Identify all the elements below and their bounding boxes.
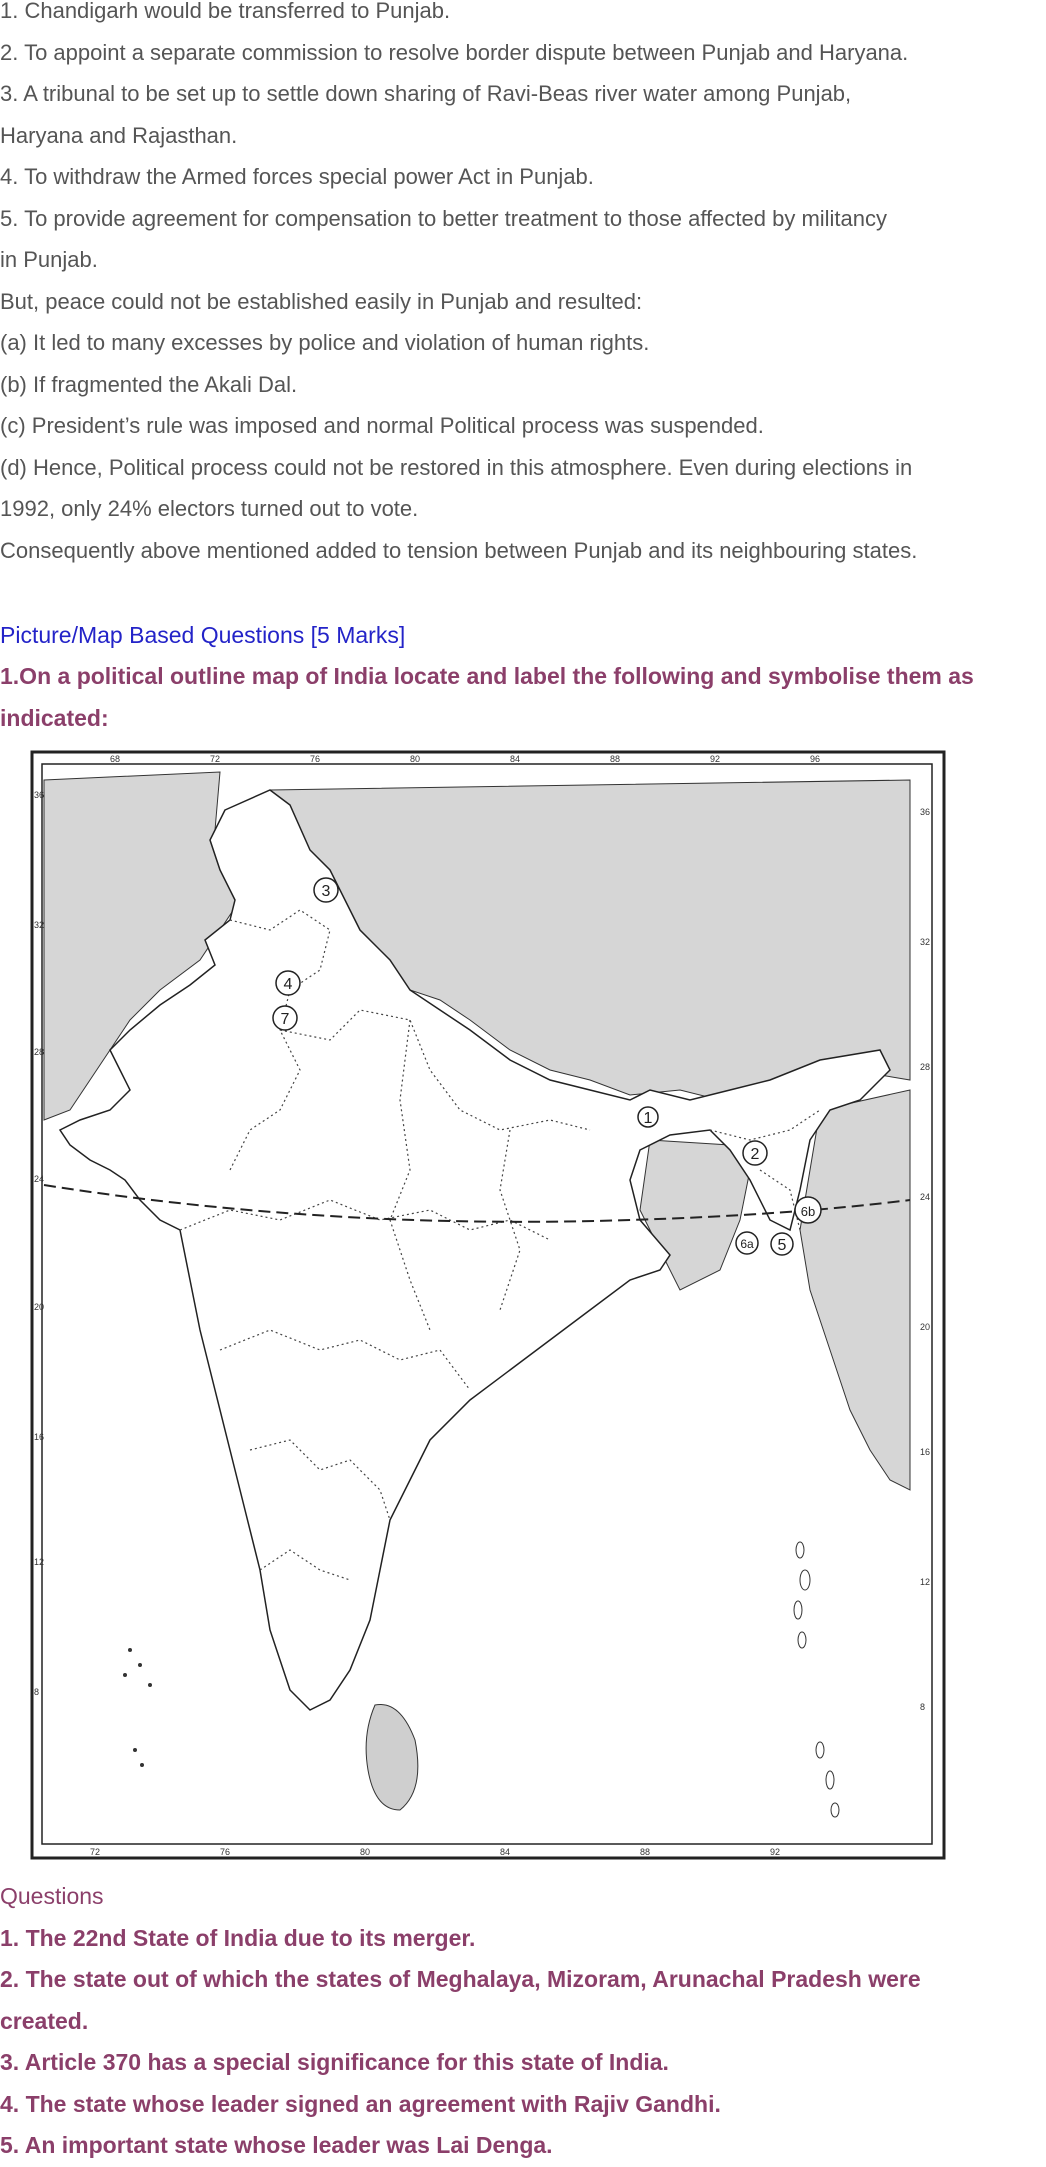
marker-label: 7 xyxy=(280,1011,290,1028)
intro-line: 3. A tribunal to be set up to settle down sharing of Ravi-Beas river water among Punjab, xyxy=(0,81,852,106)
left-tick: 12 xyxy=(34,1557,45,1567)
question-item: created. xyxy=(0,2007,89,2034)
question-item: 1. The 22nd State of India due to its merger. xyxy=(0,1924,476,1951)
question-item: 5. An important state whose leader was Lai Denga. xyxy=(0,2132,553,2158)
intro-line: (d) Hence, Political process could not be restored in this atmosphere. Even during elections in xyxy=(0,454,913,480)
marker-label: 5 xyxy=(777,1237,787,1254)
right-tick: 28 xyxy=(920,1062,931,1072)
left-tick: 24 xyxy=(34,1174,45,1184)
left-tick: 8 xyxy=(34,1687,40,1697)
intro-line: 2. To appoint a separate commission to resolve border dispute between Punjab and Haryana. xyxy=(0,39,909,65)
right-tick: 12 xyxy=(920,1577,931,1587)
right-tick: 16 xyxy=(920,1447,931,1457)
top-tick: 72 xyxy=(210,754,221,764)
left-tick: 36 xyxy=(34,790,45,800)
top-tick: 76 xyxy=(310,754,321,764)
map-svg xyxy=(30,750,950,1865)
top-tick: 80 xyxy=(410,754,421,764)
marker-7 xyxy=(273,1006,297,1030)
marker-label: 2 xyxy=(750,1146,760,1163)
top-tick: 88 xyxy=(610,754,621,764)
marker-label: 1 xyxy=(643,1110,653,1127)
map-instruction xyxy=(0,656,1040,739)
top-tick: 84 xyxy=(510,754,521,764)
top-tick: 96 xyxy=(810,754,821,764)
bottom-tick: 92 xyxy=(770,1847,781,1857)
intro-line: But, peace could not be established easily in Punjab and resulted: xyxy=(0,288,643,314)
intro-text xyxy=(0,0,1046,571)
top-tick: 92 xyxy=(710,754,721,764)
question-item: 2. The state out of which the states of Meghalaya, Mizoram, Arunachal Pradesh were xyxy=(0,1966,921,1992)
intro-line: (a) It led to many excesses by police and violation of human rights. xyxy=(0,330,650,355)
questions-title: Questions xyxy=(0,1883,104,1909)
intro-line: 5. To provide agreement for compensation to better treatment to those affected by militancy xyxy=(0,205,888,231)
marker-label: 4 xyxy=(283,976,293,993)
left-tick: 20 xyxy=(34,1302,45,1312)
intro-line: Haryana and Rajasthan. xyxy=(0,122,238,148)
intro-line: 1992, only 24% electors turned out to vote. xyxy=(0,496,419,521)
marker-6b xyxy=(795,1197,821,1223)
intro-line: 4. To withdraw the Armed forces special power Act in Punjab. xyxy=(0,164,594,189)
right-tick: 8 xyxy=(920,1702,926,1712)
marker-5 xyxy=(771,1233,793,1255)
marker-label: 3 xyxy=(321,883,331,900)
marker-1 xyxy=(638,1107,658,1127)
top-tick: 68 xyxy=(110,754,121,764)
right-tick: 20 xyxy=(920,1322,931,1332)
section-heading: Picture/Map Based Questions [5 Marks] xyxy=(0,622,406,648)
bottom-tick: 88 xyxy=(640,1847,651,1857)
india-outline-map xyxy=(30,750,950,1865)
instruction-line: indicated: xyxy=(0,704,109,731)
questions-list xyxy=(0,1876,1040,2167)
intro-line: (c) President’s rule was imposed and normal Political process was suspended. xyxy=(0,413,764,438)
intro-line: (b) If fragmented the Akali Dal. xyxy=(0,371,298,397)
marker-2 xyxy=(743,1141,767,1165)
marker-3 xyxy=(314,878,338,902)
question-item: 4. The state whose leader signed an agreement with Rajiv Gandhi. xyxy=(0,2090,721,2117)
bottom-tick: 80 xyxy=(360,1847,371,1857)
bottom-tick: 84 xyxy=(500,1847,511,1857)
left-tick: 32 xyxy=(34,920,45,930)
intro-line: 1. Chandigarh would be transferred to Punjab. xyxy=(0,0,451,23)
right-tick: 32 xyxy=(920,937,931,947)
marker-label: 6b xyxy=(800,1204,816,1219)
bottom-tick: 76 xyxy=(220,1847,231,1857)
intro-line: in Punjab. xyxy=(0,247,98,272)
marker-label: 6a xyxy=(740,1237,754,1251)
instruction-line: 1.On a political outline map of India locate and label the following and symbolise them as xyxy=(0,663,974,689)
marker-6a xyxy=(736,1232,758,1254)
intro-line: Consequently above mentioned added to tension between Punjab and its neighbouring states. xyxy=(0,537,918,563)
left-tick: 28 xyxy=(34,1047,45,1057)
left-tick: 16 xyxy=(34,1432,45,1442)
right-tick: 24 xyxy=(920,1192,931,1202)
right-tick: 36 xyxy=(920,807,931,817)
bottom-tick: 72 xyxy=(90,1847,101,1857)
question-item: 3. Article 370 has a special significance for this state of India. xyxy=(0,2049,669,2075)
marker-4 xyxy=(276,971,300,995)
